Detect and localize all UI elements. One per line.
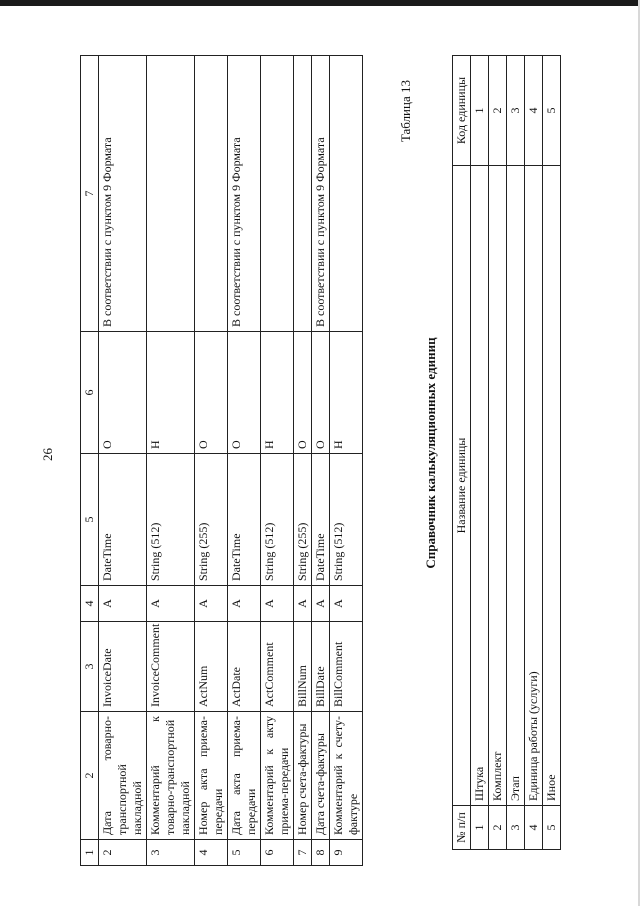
element-type: A bbox=[99, 586, 147, 622]
table-row bbox=[471, 56, 489, 850]
element-code: BillNum bbox=[294, 622, 312, 712]
dictionary-title: Справочник калькуляционных единиц bbox=[423, 337, 438, 569]
element-required: O bbox=[195, 332, 228, 454]
table-row bbox=[99, 56, 147, 866]
element-type: A bbox=[294, 586, 312, 622]
element-note bbox=[147, 56, 195, 332]
row-number: 5 bbox=[228, 840, 261, 866]
unit-name: Единица работы (услуги) bbox=[525, 166, 543, 806]
table-caption: Таблица 13 bbox=[398, 80, 413, 143]
element-format: DateTime bbox=[312, 454, 330, 586]
table-row bbox=[489, 56, 507, 850]
table-row bbox=[543, 56, 561, 850]
unit-name: Комплект bbox=[489, 166, 507, 806]
column-header: 4 bbox=[81, 586, 99, 622]
unit-code: 5 bbox=[543, 56, 561, 166]
elements-table-header-row bbox=[81, 56, 99, 866]
element-format: String (255) bbox=[195, 454, 228, 586]
element-note: В соответствии с пунктом 9 Формата bbox=[99, 56, 147, 332]
element-format: String (512) bbox=[330, 454, 363, 586]
element-required: Н bbox=[330, 332, 363, 454]
element-type: A bbox=[195, 586, 228, 622]
element-required: O bbox=[312, 332, 330, 454]
unit-code: 3 bbox=[507, 56, 525, 166]
table-row bbox=[525, 56, 543, 850]
element-note bbox=[294, 56, 312, 332]
element-note: В соответствии с пунктом 9 Формата bbox=[312, 56, 330, 332]
table-row bbox=[147, 56, 195, 866]
element-name: Комментарий к счету-фактуре bbox=[330, 712, 363, 840]
element-required: Н bbox=[261, 332, 294, 454]
element-name: Комментарий к акту приема-передачи bbox=[261, 712, 294, 840]
element-type: A bbox=[261, 586, 294, 622]
element-code: ActDate bbox=[228, 622, 261, 712]
element-type: A bbox=[330, 586, 363, 622]
unit-number: 3 bbox=[507, 806, 525, 850]
element-format: String (512) bbox=[261, 454, 294, 586]
element-name: Дата счета-фактуры bbox=[312, 712, 330, 840]
table-row bbox=[261, 56, 294, 866]
units-table-header-row bbox=[453, 56, 471, 850]
page-number: 26 bbox=[40, 448, 55, 461]
element-required: Н bbox=[147, 332, 195, 454]
element-required: O bbox=[294, 332, 312, 454]
column-header-number: № п/п bbox=[453, 806, 471, 850]
row-number: 8 bbox=[312, 840, 330, 866]
column-header: 7 bbox=[81, 56, 99, 332]
unit-number: 2 bbox=[489, 806, 507, 850]
unit-name: Штука bbox=[471, 166, 489, 806]
table-row bbox=[330, 56, 363, 866]
column-header: 1 bbox=[81, 840, 99, 866]
table-row bbox=[228, 56, 261, 866]
element-code: BillComment bbox=[330, 622, 363, 712]
element-format: DateTime bbox=[228, 454, 261, 586]
element-code: ActComment bbox=[261, 622, 294, 712]
element-name: Номер акта приема-передачи bbox=[195, 712, 228, 840]
column-header: 2 bbox=[81, 712, 99, 840]
element-name: Комментарий к товарно-транспортной накладной bbox=[147, 712, 195, 840]
row-number: 3 bbox=[147, 840, 195, 866]
column-header: 6 bbox=[81, 332, 99, 454]
element-format: String (512) bbox=[147, 454, 195, 586]
column-header: 5 bbox=[81, 454, 99, 586]
element-format: DateTime bbox=[99, 454, 147, 586]
column-header: 3 bbox=[81, 622, 99, 712]
row-number: 6 bbox=[261, 840, 294, 866]
element-note bbox=[195, 56, 228, 332]
element-code: ActNum bbox=[195, 622, 228, 712]
table-row bbox=[312, 56, 330, 866]
table-row bbox=[507, 56, 525, 850]
element-code: InvoiceComment bbox=[147, 622, 195, 712]
element-code: BillDate bbox=[312, 622, 330, 712]
row-number: 9 bbox=[330, 840, 363, 866]
row-number: 2 bbox=[99, 840, 147, 866]
element-type: A bbox=[312, 586, 330, 622]
column-header-name: Название единицы bbox=[453, 166, 471, 806]
table-row bbox=[294, 56, 312, 866]
unit-number: 5 bbox=[543, 806, 561, 850]
row-number: 7 bbox=[294, 840, 312, 866]
unit-code: 2 bbox=[489, 56, 507, 166]
element-note bbox=[330, 56, 363, 332]
elements-table bbox=[80, 55, 363, 866]
row-number: 4 bbox=[195, 840, 228, 866]
element-type: A bbox=[147, 586, 195, 622]
element-note: В соответствии с пунктом 9 Формата bbox=[228, 56, 261, 332]
element-note bbox=[261, 56, 294, 332]
unit-code: 4 bbox=[525, 56, 543, 166]
element-required: O bbox=[99, 332, 147, 454]
column-header-code: Код единицы bbox=[453, 56, 471, 166]
unit-name: Иное bbox=[543, 166, 561, 806]
unit-name: Этап bbox=[507, 166, 525, 806]
element-type: A bbox=[228, 586, 261, 622]
table-row bbox=[195, 56, 228, 866]
unit-code: 1 bbox=[471, 56, 489, 166]
element-required: O bbox=[228, 332, 261, 454]
element-name: Дата акта приема-передачи bbox=[228, 712, 261, 840]
element-name: Номер счета-фактуры bbox=[294, 712, 312, 840]
element-format: String (255) bbox=[294, 454, 312, 586]
element-name: Дата товарно-транспортной накладной bbox=[99, 712, 147, 840]
unit-number: 4 bbox=[525, 806, 543, 850]
unit-number: 1 bbox=[471, 806, 489, 850]
units-table bbox=[452, 55, 561, 850]
element-code: InvoiceDate bbox=[99, 622, 147, 712]
